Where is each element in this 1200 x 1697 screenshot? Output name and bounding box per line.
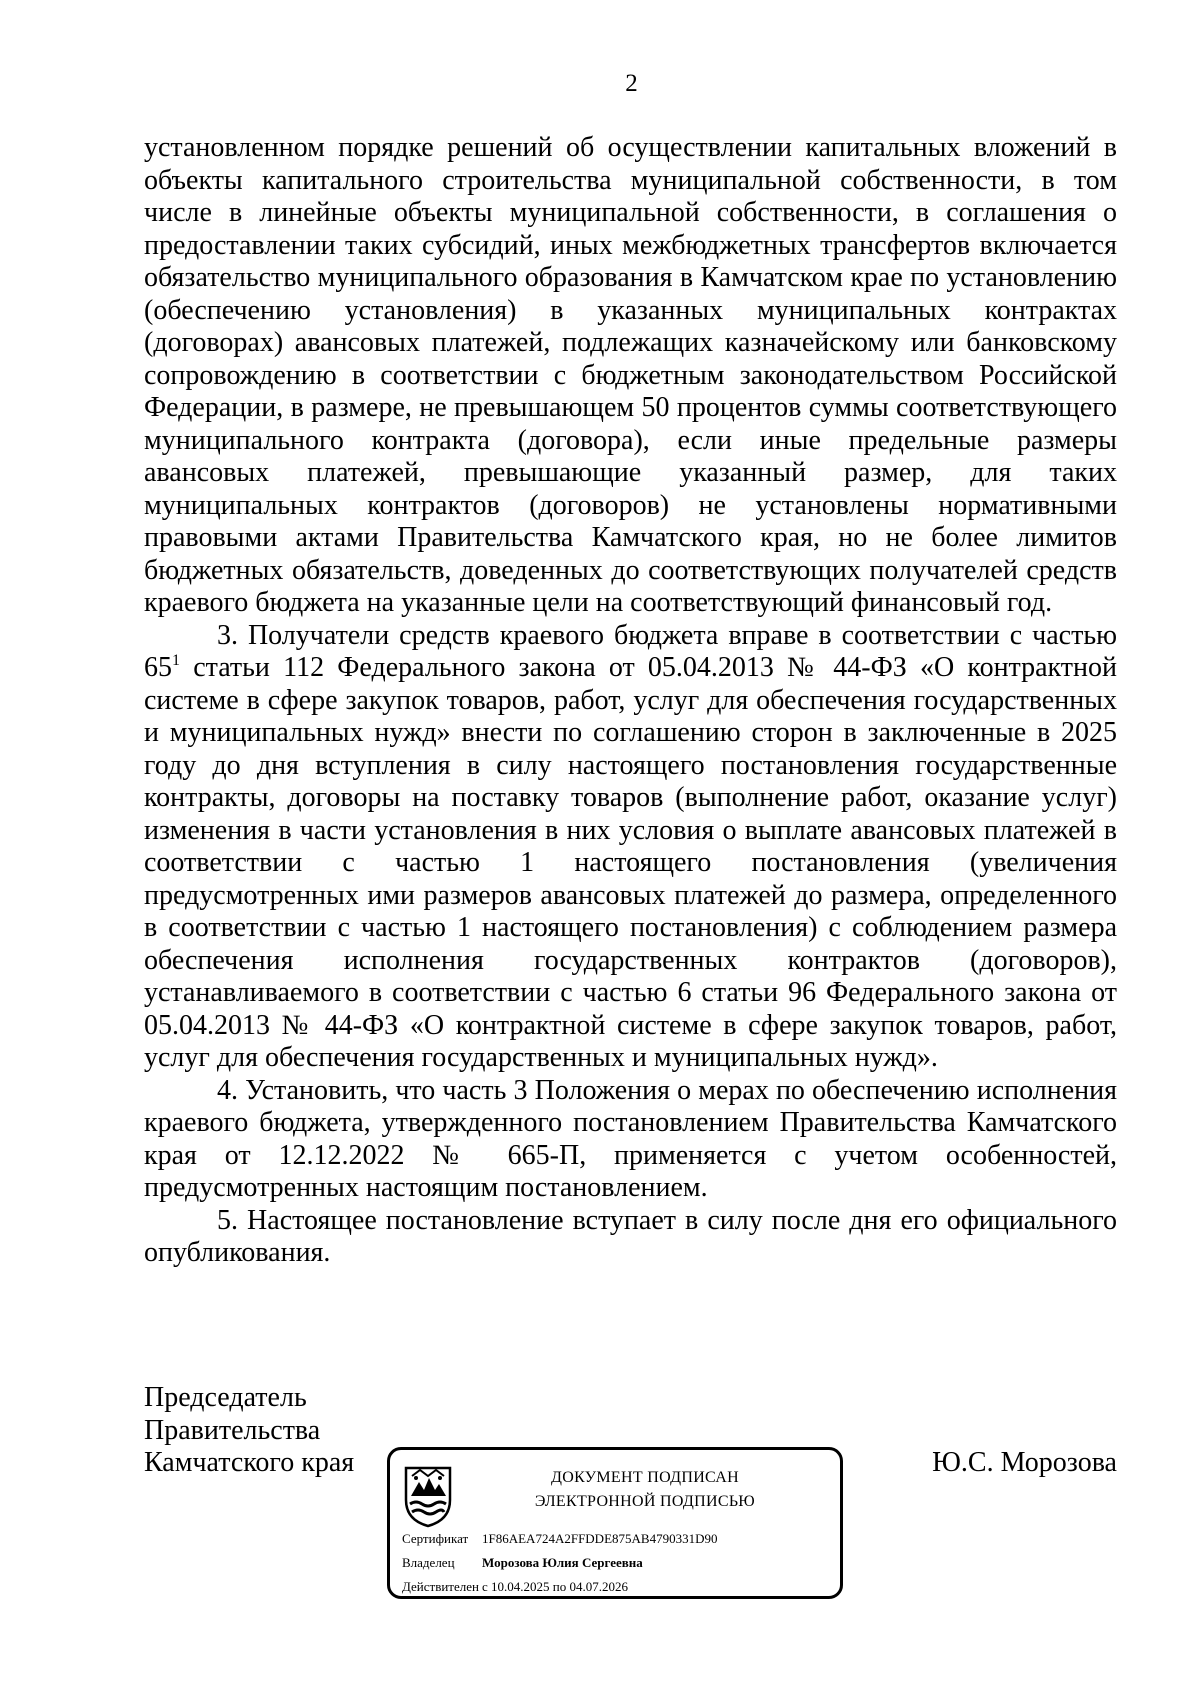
stamp-owner-label: Владелец: [402, 1555, 455, 1570]
signatory-title-line: Председатель: [144, 1382, 307, 1413]
document-body: [144, 132, 1117, 1270]
signatory-name: Ю.С. Морозова: [932, 1447, 1117, 1478]
paragraph-2-continuation: установленном порядке решений об осуществлении капитальных вложений в объекты капитального строительства муниципальной собственности, в том числе в линейные объекты муниципальной собственности, в соглашения о предоставлении таких субсидий, иных межбюджетных трансфертов включается обязательство муниципального образования в Камчатском крае по установлению (обеспечению установления) в указанных муниципальных контрактах (договорах) авансовых платежей, подлежащих казначейскому или банковскому сопровождению в соответствии с бюджетным законодательством Российской Федерации, в размере, не превышающем 50 процентов суммы соответствующего муниципального контракта (договора), если иные предельные размеры авансовых платежей, превышающие указанный размер, для таких муниципальных контрактов (договоров) не установлены нормативными правовыми актами Правительства Камчатского края, но не более лимитов бюджетных обязательств, доведенных до соответствующих получателей средств краевого бюджета на указанные цели на соответствующий финансовый год.: [144, 132, 1117, 618]
superscript: 1: [172, 652, 180, 669]
paragraph-3: [144, 620, 1117, 1075]
stamp-heading: [470, 1466, 820, 1514]
signatory-title-line: Правительства: [144, 1414, 321, 1446]
stamp-certificate-label: Сертификат: [402, 1531, 469, 1546]
stamp-heading-line: ЭЛЕКТРОННОЙ ПОДПИСЬЮ: [534, 1493, 756, 1510]
paragraph-3-part-a: 3. Получатели средств краевого бюджета вправе в соответствии с частью 65: [144, 619, 1117, 683]
stamp-validity-value: с 10.04.2025 по 04.07.2026: [482, 1579, 628, 1594]
signatory-title: [144, 1382, 354, 1480]
stamp-certificate-value: 1F86AEA724A2FFDDE875AB4790331D90: [482, 1531, 718, 1546]
signatory-title-line: Камчатского края: [144, 1447, 355, 1478]
page-number: 2: [625, 70, 638, 97]
stamp-certificate-row: [402, 1531, 717, 1547]
stamp-validity-label: Действителен: [402, 1579, 479, 1594]
stamp-owner-row: [402, 1555, 643, 1571]
stamp-owner-value: Морозова Юлия Сергеевна: [482, 1555, 643, 1570]
paragraph-4: 4. Установить, что часть 3 Положения о мерах по обеспечению исполнения краевого бюджета, утвержденного постановлением Правительства Камчатского края от 12.12.2022 № 665-П, применяется с учетом особенностей, предусмотренных настоящим постановлением.: [144, 1074, 1117, 1203]
electronic-signature-stamp: [387, 1447, 843, 1599]
kamchatka-emblem-icon: [402, 1462, 454, 1528]
paragraph-5: 5. Настоящее постановление вступает в силу после дня его официального опубликования.: [144, 1204, 1117, 1268]
stamp-heading-line: ДОКУМЕНТ ПОДПИСАН: [551, 1469, 739, 1486]
stamp-validity-row: [402, 1579, 628, 1595]
paragraph-3-part-b: статьи 112 Федерального закона от 05.04.2013 № 44-ФЗ «О контрактной системе в сфере закупок товаров, работ, услуг для обеспечения государственных и муниципальных нужд» внести по соглашению сторон в заключенные в 2025 году до дня вступления в силу настоящего постановления государственные контракты, договоры на поставку товаров (выполнение работ, оказание услуг) изменения в части установления в них условия о выплате авансовых платежей в соответствии с частью 1 настоящего постановления (увеличения предусмотренных ими размеров авансовых платежей до размера, определенного в соответствии с частью 1 настоящего постановления) с соблюдением размера обеспечения исполнения государственных контрактов (договоров), устанавливаемого в соответствии с частью 6 статьи 96 Федерального закона от 05.04.2013 № 44-ФЗ «О контрактной системе в сфере закупок товаров, работ, услуг для обеспечения государственных и муниципальных нужд».: [144, 652, 1117, 1073]
